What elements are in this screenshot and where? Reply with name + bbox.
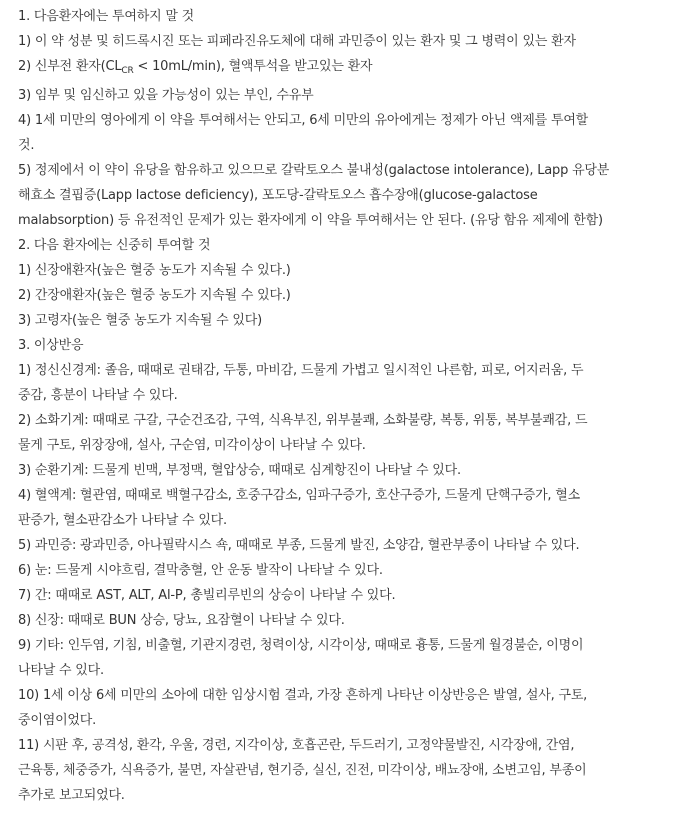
contraindication-item-4-line-2: 것. [18, 138, 35, 153]
adverse-item-11-line-2: 근육통, 체중증가, 식욕증가, 불면, 자살관념, 현기증, 실신, 진전, 미각이상, 배뇨장애, 소변고임, 부종이 [18, 763, 587, 778]
adverse-item-4-line-1: 4) 혈액계: 혈관염, 때때로 백혈구감소, 호중구감소, 임파구증가, 호산구증가, 드물게 단핵구증가, 혈소 [18, 488, 581, 503]
adverse-item-10-line-2: 중이염이었다. [18, 713, 97, 728]
adverse-item-1-line-2: 중감, 흥분이 나타날 수 있다. [18, 388, 178, 403]
adverse-item-11-line-1: 11) 시판 후, 공격성, 환각, 우울, 경련, 지각이상, 호흡곤란, 두드러기, 고정약물발진, 시각장애, 간염, [18, 738, 575, 753]
contraindications-heading: 1. 다음환자에는 투여하지 말 것 [18, 9, 195, 24]
contraindication-item-2 [18, 54, 684, 79]
caution-item-2: 2) 간장애환자(높은 혈중 농도가 지속될 수 있다.) [18, 288, 291, 303]
adverse-item-11-line-3: 추가로 보고되었다. [18, 788, 125, 803]
contraindication-item-3: 3) 임부 및 임신하고 있을 가능성이 있는 부인, 수유부 [18, 88, 314, 103]
adverse-item-2-line-2: 물게 구토, 위장장애, 설사, 구순염, 미각이상이 나타날 수 있다. [18, 438, 366, 453]
contraindication-item-5-line-2: 해효소 결핍증(Lapp lactose deficiency), 포도당-갈락토오스 흡수장애(glucose-galactose [18, 188, 538, 203]
adverse-item-9-line-2: 나타날 수 있다. [18, 663, 104, 678]
contraindication-item-2-prefix: 2) 신부전 환자(CL [18, 59, 122, 74]
contraindication-item-5-line-1: 5) 정제에서 이 약이 유당을 함유하고 있으므로 갈락토오스 불내성(galactose intolerance), Lapp 유당분 [18, 163, 610, 178]
caution-item-1: 1) 신장애환자(높은 혈중 농도가 지속될 수 있다.) [18, 263, 291, 278]
caution-heading: 2. 다음 환자에는 신중히 투여할 것 [18, 238, 211, 253]
adverse-item-2-line-1: 2) 소화기계: 때때로 구갈, 구순건조감, 구역, 식욕부진, 위부불쾌, 소화불량, 복통, 위통, 복부불쾌감, 드 [18, 413, 588, 428]
contraindication-item-4-line-1: 4) 1세 미만의 영아에게 이 약을 투여해서는 안되고, 6세 미만의 유아에게는 정제가 아닌 액제를 투여할 [18, 113, 589, 128]
contraindication-item-1: 1) 이 약 성분 및 히드록시진 또는 피페라진유도체에 대해 과민증이 있는 환자 및 그 병력이 있는 환자 [18, 34, 576, 49]
contraindication-item-2-suffix: < 10mL/min), 혈액투석을 받고있는 환자 [133, 59, 373, 74]
adverse-item-8: 8) 신장: 때때로 BUN 상승, 당뇨, 요잠혈이 나타날 수 있다. [18, 613, 345, 628]
caution-item-3: 3) 고령자(높은 혈중 농도가 지속될 수 있다) [18, 313, 263, 328]
adverse-item-5: 5) 과민증: 광과민증, 아나필락시스 쇽, 때때로 부종, 드물게 발진, 소양감, 혈관부종이 나타날 수 있다. [18, 538, 580, 553]
adverse-item-10-line-1: 10) 1세 이상 6세 미만의 소아에 대한 임상시험 결과, 가장 흔하게 나타난 이상반응은 발열, 설사, 구토, [18, 688, 588, 703]
drug-label-document [18, 4, 684, 808]
adverse-reactions-heading: 3. 이상반응 [18, 338, 84, 353]
adverse-item-4-line-2: 판증가, 혈소판감소가 나타날 수 있다. [18, 513, 227, 528]
adverse-item-1-line-1: 1) 정신신경계: 졸음, 때때로 권태감, 두통, 마비감, 드물게 가볍고 일시적인 나른함, 피로, 어지러움, 두 [18, 363, 584, 378]
contraindication-item-5-line-3: malabsorption) 등 유전적인 문제가 있는 환자에게 이 약을 투여해서는 안 된다. (유당 함유 제제에 한함) [18, 213, 603, 228]
creatinine-clearance-subscript: CR [121, 66, 134, 76]
adverse-item-6: 6) 눈: 드물게 시야흐림, 결막충혈, 안 운동 발작이 나타날 수 있다. [18, 563, 383, 578]
adverse-item-7: 7) 간: 때때로 AST, ALT, Al-P, 총빌리루빈의 상승이 나타날 수 있다. [18, 588, 396, 603]
adverse-item-9-line-1: 9) 기타: 인두염, 기침, 비출혈, 기관지경련, 청력이상, 시각이상, 때때로 흉통, 드물게 월경불순, 이명이 [18, 638, 584, 653]
adverse-item-3: 3) 순환기계: 드물게 빈맥, 부정맥, 혈압상승, 때때로 심계항진이 나타날 수 있다. [18, 463, 461, 478]
